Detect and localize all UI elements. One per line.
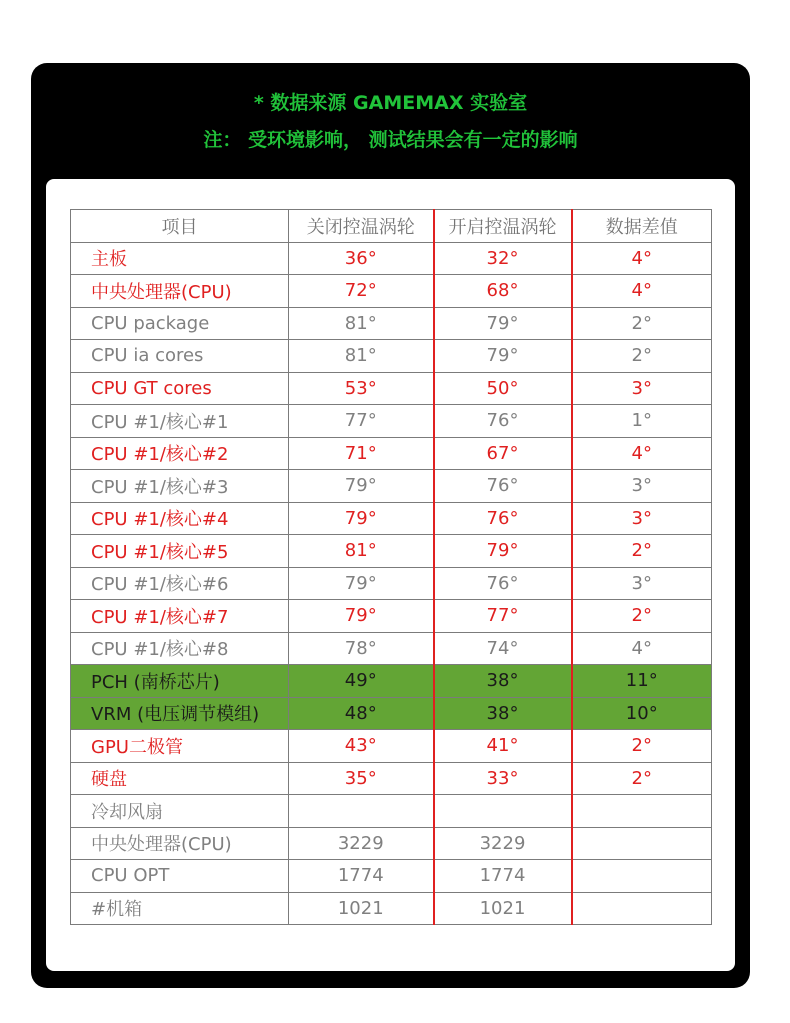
value-turbo-off: 78° (289, 632, 434, 665)
table-row (71, 827, 712, 860)
value-turbo-on: 79° (434, 535, 572, 568)
value-turbo-off: 79° (289, 470, 434, 503)
value-turbo-on: 68° (434, 275, 572, 308)
value-difference: 2° (572, 307, 712, 340)
header-item: 项目 (71, 210, 289, 243)
value-turbo-off (289, 795, 434, 828)
value-turbo-off: 3229 (289, 827, 434, 860)
value-difference: 4° (572, 275, 712, 308)
row-label: CPU #1/核心#1 (71, 405, 289, 438)
value-turbo-off: 81° (289, 307, 434, 340)
value-turbo-on: 76° (434, 567, 572, 600)
table-row (71, 632, 712, 665)
table-row (71, 892, 712, 925)
value-turbo-off: 72° (289, 275, 434, 308)
table-row (71, 307, 712, 340)
value-turbo-on: 79° (434, 307, 572, 340)
value-turbo-on: 41° (434, 730, 572, 763)
table-row (71, 275, 712, 308)
table-header-row (71, 210, 712, 243)
row-label: CPU #1/核心#5 (71, 535, 289, 568)
row-label: CPU #1/核心#3 (71, 470, 289, 503)
value-turbo-off: 48° (289, 697, 434, 730)
header-turbo-off: 关闭控温涡轮 (289, 210, 434, 243)
value-difference: 4° (572, 632, 712, 665)
row-label: CPU package (71, 307, 289, 340)
value-difference: 11° (572, 665, 712, 698)
value-turbo-on: 76° (434, 502, 572, 535)
value-turbo-off: 1774 (289, 860, 434, 893)
table-row (71, 372, 712, 405)
row-label: #机箱 (71, 892, 289, 925)
value-difference: 3° (572, 502, 712, 535)
table-row (71, 535, 712, 568)
value-difference: 3° (572, 372, 712, 405)
value-turbo-on: 1021 (434, 892, 572, 925)
temperature-table (70, 209, 712, 925)
table-row (71, 242, 712, 275)
value-turbo-on: 76° (434, 405, 572, 438)
value-turbo-on: 32° (434, 242, 572, 275)
value-difference: 2° (572, 762, 712, 795)
value-difference: 3° (572, 567, 712, 600)
row-label: 中央处理器(CPU) (71, 827, 289, 860)
value-turbo-off: 71° (289, 437, 434, 470)
value-turbo-off: 79° (289, 502, 434, 535)
value-turbo-off: 79° (289, 600, 434, 633)
value-turbo-on: 67° (434, 437, 572, 470)
data-panel (31, 63, 750, 988)
table-row (71, 470, 712, 503)
value-difference: 3° (572, 470, 712, 503)
header-turbo-on: 开启控温涡轮 (434, 210, 572, 243)
value-turbo-off: 36° (289, 242, 434, 275)
value-difference: 10° (572, 697, 712, 730)
value-turbo-off: 49° (289, 665, 434, 698)
table-body (71, 242, 712, 925)
row-label: 硬盘 (71, 762, 289, 795)
value-turbo-on (434, 795, 572, 828)
value-turbo-off: 53° (289, 372, 434, 405)
row-label: GPU二极管 (71, 730, 289, 763)
value-difference: 2° (572, 730, 712, 763)
row-label: CPU #1/核心#4 (71, 502, 289, 535)
value-difference: 2° (572, 600, 712, 633)
value-turbo-on: 1774 (434, 860, 572, 893)
value-difference: 4° (572, 242, 712, 275)
value-difference: 2° (572, 340, 712, 373)
value-turbo-off: 35° (289, 762, 434, 795)
row-label: PCH (南桥芯片) (71, 665, 289, 698)
data-source-note: * 数据来源 GAMEMAX 实验室 (253, 92, 528, 114)
value-turbo-on: 79° (434, 340, 572, 373)
row-label: CPU ia cores (71, 340, 289, 373)
environment-note: 注： 受环境影响， 测试结果会有一定的影响 (203, 129, 578, 151)
value-difference: 2° (572, 535, 712, 568)
value-turbo-off: 81° (289, 340, 434, 373)
row-label: 冷却风扇 (71, 795, 289, 828)
row-label: CPU #1/核心#7 (71, 600, 289, 633)
value-difference (572, 892, 712, 925)
table-row (71, 730, 712, 763)
value-turbo-on: 38° (434, 697, 572, 730)
value-turbo-on: 50° (434, 372, 572, 405)
row-label: 中央处理器(CPU) (71, 275, 289, 308)
row-label: 主板 (71, 242, 289, 275)
value-difference (572, 860, 712, 893)
table-row (71, 665, 712, 698)
row-label: CPU OPT (71, 860, 289, 893)
row-label: CPU #1/核心#6 (71, 567, 289, 600)
header-difference: 数据差值 (572, 210, 712, 243)
table-row (71, 600, 712, 633)
value-difference: 4° (572, 437, 712, 470)
value-turbo-on: 38° (434, 665, 572, 698)
value-turbo-on: 3229 (434, 827, 572, 860)
row-label: CPU GT cores (71, 372, 289, 405)
table-row (71, 340, 712, 373)
value-difference: 1° (572, 405, 712, 438)
row-label: VRM (电压调节模组) (71, 697, 289, 730)
row-label: CPU #1/核心#2 (71, 437, 289, 470)
value-turbo-off: 79° (289, 567, 434, 600)
table-row (71, 405, 712, 438)
table-row (71, 697, 712, 730)
value-turbo-on: 33° (434, 762, 572, 795)
value-turbo-on: 76° (434, 470, 572, 503)
value-turbo-off: 77° (289, 405, 434, 438)
table-row (71, 762, 712, 795)
table-row (71, 860, 712, 893)
table-row (71, 795, 712, 828)
value-difference (572, 795, 712, 828)
value-turbo-off: 1021 (289, 892, 434, 925)
value-turbo-off: 43° (289, 730, 434, 763)
value-turbo-on: 77° (434, 600, 572, 633)
table-row (71, 502, 712, 535)
value-turbo-on: 74° (434, 632, 572, 665)
table-row (71, 437, 712, 470)
table-card (46, 179, 735, 971)
row-label: CPU #1/核心#8 (71, 632, 289, 665)
table-row (71, 567, 712, 600)
value-turbo-off: 81° (289, 535, 434, 568)
value-difference (572, 827, 712, 860)
